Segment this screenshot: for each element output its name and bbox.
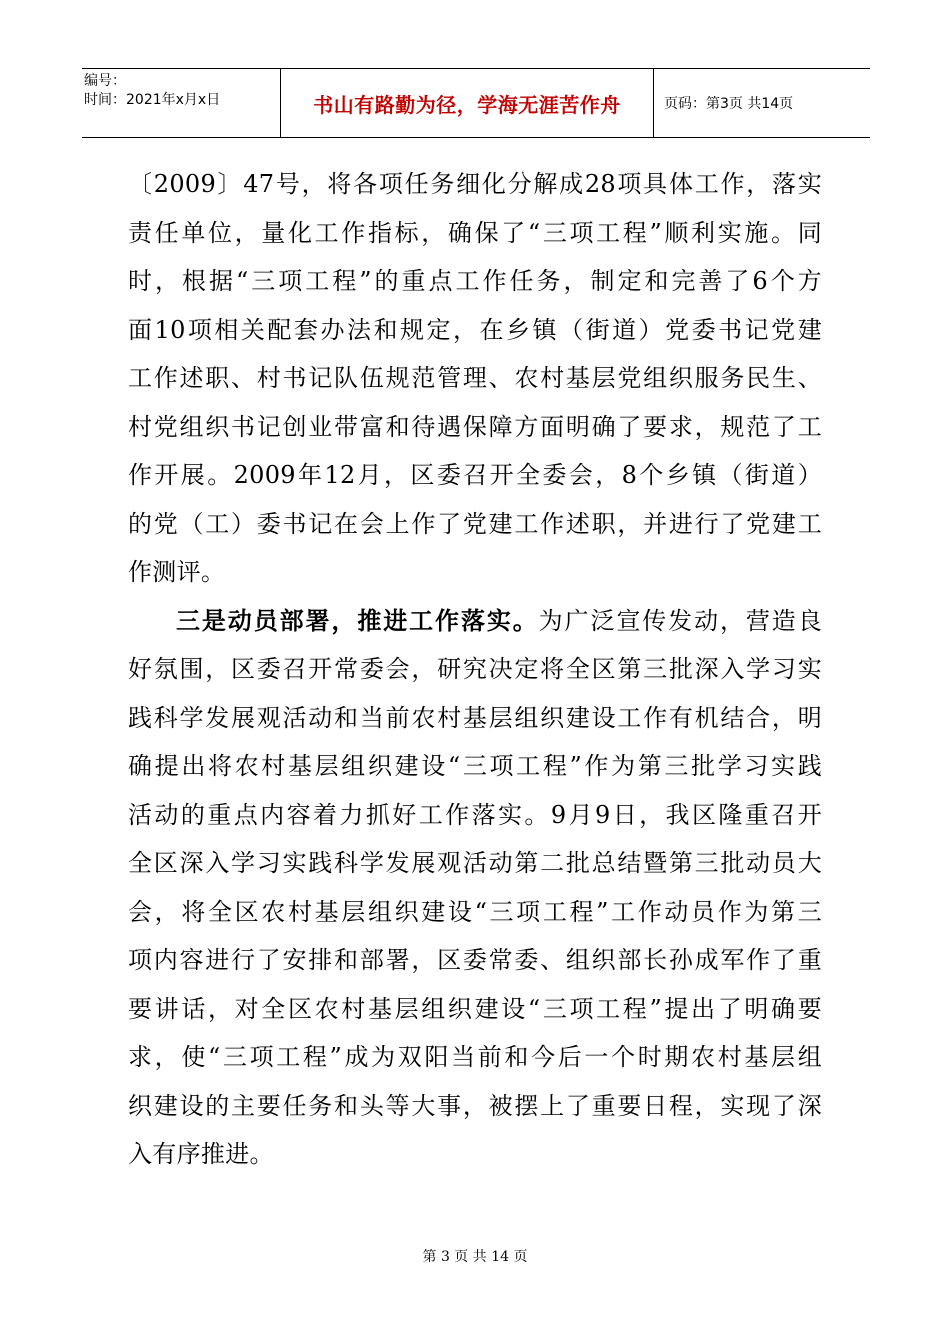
text-line: 织建设的主要任务和头等大事，被摆上了重要日程，实现了深	[128, 1091, 822, 1120]
text-line: 确提出将农村基层组织建设“三项工程”作为第三批学习实践	[128, 752, 822, 780]
text-line	[128, 597, 822, 646]
document-body	[128, 160, 822, 1179]
text-line: 活动的重点内容着力抓好工作落实。9月9日，我区隆重召开	[128, 800, 822, 829]
text-line: 作开展。2009年12月，区委召开全委会，8个乡镇（街道）	[128, 461, 822, 489]
header-page-number: 页码：第3页 共14页	[664, 96, 794, 112]
text-line: 项内容进行了安排和部署，区委常委、组织部长孙成军作了重	[128, 946, 822, 974]
paragraph-heading: 三是动员部署，推进工作落实。	[176, 605, 539, 635]
page-header	[82, 68, 870, 138]
text-line: 的党（工）委书记在会上作了党建工作述职，并进行了党建工	[128, 509, 822, 538]
text-line: 工作述职、村书记队伍规范管理、农村基层党组织服务民生、	[128, 364, 822, 392]
document-date-label: 时间：2021年x月x日	[84, 92, 221, 108]
text-line: 村党组织书记创业带富和待遇保障方面明确了要求，规范了工	[128, 412, 822, 441]
header-motto: 书山有路勤为径，学海无涯苦作舟	[281, 69, 654, 137]
text-line: 会，将全区农村基层组织建设“三项工程”工作动员作为第三	[128, 897, 822, 926]
text-line: 求，使“三项工程”成为双阳当前和今后一个时期农村基层组	[128, 1043, 822, 1071]
text-line: 好氛围，区委召开常委会，研究决定将全区第三批深入学习实	[128, 655, 822, 683]
header-meta	[82, 69, 281, 137]
paragraph-1	[128, 160, 822, 597]
text-line: 〔2009〕47号，将各项任务细化分解成28项具体工作，落实	[128, 170, 822, 198]
text-line: 要讲话，对全区农村基层组织建设“三项工程”提出了明确要	[128, 994, 822, 1023]
text-run: 为广泛宣传发动，营造良	[538, 606, 822, 635]
text-line: 责任单位，量化工作指标，确保了“三项工程”顺利实施。同	[128, 218, 822, 247]
text-line: 作测评。	[128, 558, 226, 586]
document-number-label: 编号：	[84, 73, 126, 89]
page-footer: 第 3 页 共 14 页	[422, 1249, 528, 1265]
text-line: 入有序推进。	[128, 1140, 274, 1168]
text-line: 践科学发展观活动和当前农村基层组织建设工作有机结合，明	[128, 703, 822, 732]
paragraph-2	[128, 597, 822, 1179]
text-line: 时，根据“三项工程”的重点工作任务，制定和完善了6个方	[128, 267, 822, 295]
text-line: 全区深入学习实践科学发展观活动第二批总结暨第三批动员大	[128, 849, 822, 877]
text-line: 面10项相关配套办法和规定，在乡镇（街道）党委书记党建	[128, 315, 822, 344]
